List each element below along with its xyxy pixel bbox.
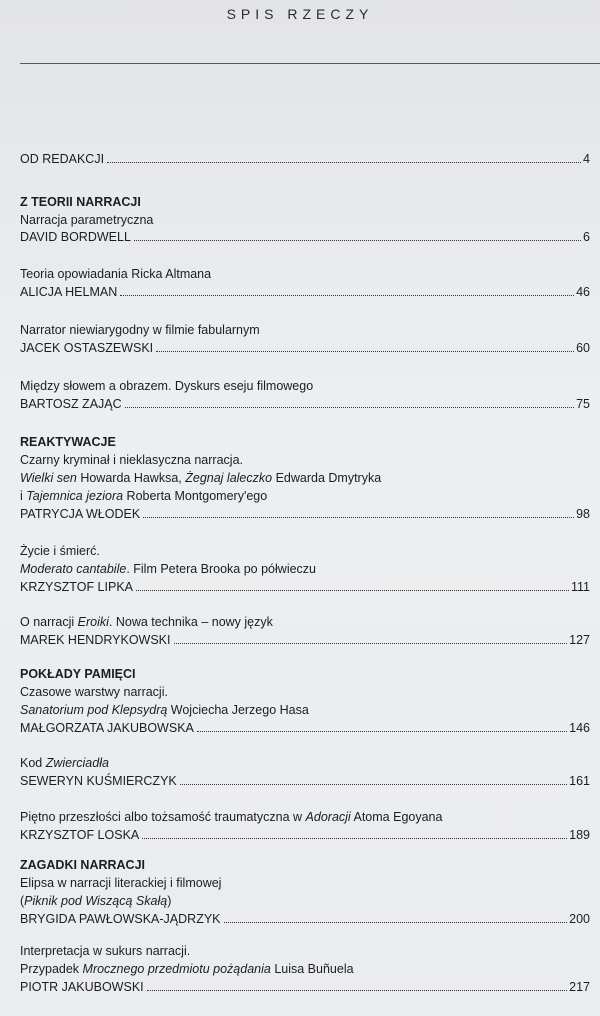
page-number: 200 — [569, 912, 590, 926]
title-text: Wojciecha Jerzego Hasa — [167, 703, 309, 717]
leader-dots — [156, 351, 574, 352]
page-number: 217 — [569, 980, 590, 994]
entry-title — [20, 321, 590, 340]
entry-title — [20, 683, 590, 702]
title-text: O narracji — [20, 615, 78, 629]
title-text: Między słowem a obrazem. Dyskurs eseju filmowego — [20, 379, 314, 393]
title-text: . Nowa technika – nowy język — [108, 615, 273, 629]
page-number: 4 — [583, 152, 590, 166]
toc-entry-row[interactable] — [20, 826, 590, 845]
entry-author: JACEK OSTASZEWSKI — [20, 341, 154, 355]
title-text: Roberta Montgomery'ego — [123, 489, 268, 503]
entry-author: KRZYSZTOF LOSKA — [20, 828, 140, 842]
leader-dots — [136, 590, 569, 591]
section-title: Z TEORII NARRACJI — [20, 195, 141, 209]
leader-dots — [197, 731, 567, 732]
leader-dots — [125, 407, 574, 408]
title-text: Narracja parametryczna — [20, 213, 154, 227]
title-text: Przypadek — [20, 962, 83, 976]
entry-author: BARTOSZ ZAJĄC — [20, 397, 122, 411]
entry-author: DAVID BORDWELL — [20, 230, 131, 244]
page-number: 6 — [583, 230, 590, 244]
entry-title — [20, 469, 590, 488]
title-text: i — [20, 489, 27, 503]
page-number: 127 — [569, 633, 590, 647]
title-text: Narrator niewiarygodny w filmie fabularnym — [20, 323, 260, 337]
title-italic: Mrocznego przedmiotu pożądania — [82, 962, 271, 976]
entry-title — [20, 754, 590, 773]
toc-editorial-row[interactable] — [20, 150, 590, 169]
title-text: Elipsa w narracji literackiej i filmowej — [20, 876, 222, 890]
page-number: 146 — [569, 721, 590, 735]
section-title: REAKTYWACJE — [20, 435, 116, 449]
toc-entry-row[interactable] — [20, 719, 590, 738]
page-heading: SPIS RZECZY — [226, 6, 374, 22]
entry-title — [20, 265, 590, 284]
entry-title — [20, 874, 590, 893]
leader-dots — [142, 838, 567, 839]
entry-author: KRZYSZTOF LIPKA — [20, 580, 133, 594]
section-title: ZAGADKI NARRACJI — [20, 858, 145, 872]
toc-entry-row[interactable] — [20, 772, 590, 791]
entry-author: PATRYCJA WŁODEK — [20, 507, 141, 521]
entry-title — [20, 808, 590, 827]
page-number: 98 — [576, 507, 590, 521]
toc-entry-row[interactable] — [20, 228, 590, 247]
title-text: ( — [20, 894, 25, 908]
leader-dots — [120, 295, 574, 296]
toc-entry-row[interactable] — [20, 910, 590, 929]
title-italic: Wielki sen — [20, 471, 77, 485]
editorial-label: OD REDAKCJI — [20, 152, 105, 166]
page-number: 161 — [569, 774, 590, 788]
title-italic: Żegnaj laleczko — [185, 471, 273, 485]
title-text: . Film Petera Brooka po półwieczu — [126, 562, 316, 576]
title-italic: Adoracji — [305, 810, 351, 824]
title-italic: Eroiki — [77, 615, 109, 629]
title-italic: Sanatorium pod Klepsydrą — [20, 703, 168, 717]
entry-author: BRYGIDA PAWŁOWSKA-JĄDRZYK — [20, 912, 221, 926]
leader-dots — [134, 240, 581, 241]
toc-entry-row[interactable] — [20, 505, 590, 524]
page-number: 46 — [576, 285, 590, 299]
entry-title — [20, 613, 590, 632]
leader-dots — [147, 990, 568, 991]
title-text: Atoma Egoyana — [350, 810, 443, 824]
toc-entry-row[interactable] — [20, 395, 590, 414]
page-number: 60 — [576, 341, 590, 355]
page-number: 189 — [569, 828, 590, 842]
title-text: Howarda Hawksa, — [76, 471, 186, 485]
entry-title — [20, 960, 590, 979]
title-text: Interpretacja w sukurs narracji. — [20, 944, 191, 958]
entry-author: ALICJA HELMAN — [20, 285, 118, 299]
leader-dots — [180, 784, 567, 785]
title-text: Luisa Buñuela — [270, 962, 354, 976]
entry-title — [20, 451, 590, 470]
entry-title — [20, 701, 590, 720]
page-number: 75 — [576, 397, 590, 411]
title-text: Czasowe warstwy narracji. — [20, 685, 168, 699]
toc-entry-row[interactable] — [20, 978, 590, 997]
entry-title — [20, 560, 590, 579]
entry-author: MAŁGORZATA JAKUBOWSKA — [20, 721, 194, 735]
entry-author: MAREK HENDRYKOWSKI — [20, 633, 171, 647]
leader-dots — [143, 517, 574, 518]
title-italic: Zwierciadła — [45, 756, 109, 770]
title-italic: Moderato cantabile — [20, 562, 127, 576]
entry-author: PIOTR JAKUBOWSKI — [20, 980, 144, 994]
toc-entry-row[interactable] — [20, 578, 590, 597]
title-text: ) — [167, 894, 172, 908]
entry-title — [20, 542, 590, 561]
title-text: Piętno przeszłości albo tożsamość traumatyczna w — [20, 810, 306, 824]
entry-title — [20, 892, 590, 911]
leader-dots — [107, 162, 581, 163]
entry-title — [20, 487, 590, 506]
title-italic: Piknik pod Wiszącą Skałą — [24, 894, 168, 908]
title-italic: Tajemnica jeziora — [26, 489, 124, 503]
title-text: Kod — [20, 756, 46, 770]
toc-entry-row[interactable] — [20, 631, 590, 650]
leader-dots — [224, 922, 568, 923]
toc-entry-row[interactable] — [20, 283, 590, 302]
entry-author: SEWERYN KUŚMIERCZYK — [20, 774, 177, 788]
heading-rule — [20, 63, 600, 64]
entry-title — [20, 377, 590, 396]
toc-entry-row[interactable] — [20, 339, 590, 358]
title-text: Życie i śmierć. — [20, 544, 100, 558]
title-text: Teoria opowiadania Ricka Altmana — [20, 267, 212, 281]
page-number: 111 — [570, 580, 590, 594]
entry-title — [20, 942, 590, 961]
leader-dots — [174, 643, 568, 644]
section-title: POKŁADY PAMIĘCI — [20, 667, 136, 681]
title-text: Edwarda Dmytryka — [272, 471, 382, 485]
title-text: Czarny kryminał i nieklasyczna narracja. — [20, 453, 243, 467]
